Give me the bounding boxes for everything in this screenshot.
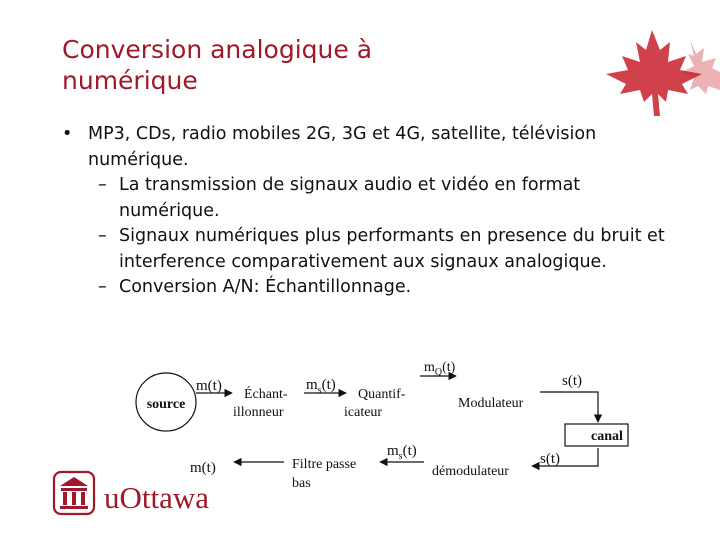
maple-leaf-icon	[590, 20, 720, 120]
ms-bottom-label: $m_s(t)$	[387, 443, 417, 462]
demodulateur-label: démodulateur	[432, 464, 509, 479]
mq-label: $m_Q(t)$	[424, 360, 456, 378]
bullet-marker: –	[98, 175, 107, 195]
arrow-mod-to-canal	[540, 392, 598, 422]
echant-label-line2: illonneur	[233, 405, 284, 420]
ms-top-label: $m_s(t)$	[306, 377, 336, 396]
echant-label-line1: Échant-	[244, 387, 288, 402]
st-bottom-label: s(t)	[540, 451, 560, 467]
uottawa-logo	[52, 468, 227, 520]
mt-bottom-label: m(t)	[190, 460, 216, 476]
arrow-canal-to-demod	[532, 448, 598, 466]
bullet-text: Conversion A/N: Échantillonnage.	[119, 277, 412, 297]
canal-box	[565, 424, 628, 446]
bullet-text: Signaux numériques plus performants en presence du bruit et interference comparativement aux signaux analogique.	[119, 226, 665, 272]
st-top-label: s(t)	[562, 373, 582, 389]
quant-label-line1: Quantif-	[358, 387, 406, 402]
uottawa-wordmark: uOttawa	[104, 480, 210, 515]
bullet-item	[62, 275, 672, 301]
bullet-item	[62, 224, 672, 275]
filtre-label-line2: bas	[292, 476, 311, 491]
uottawa-logo-graphic	[52, 468, 227, 520]
bullet-marker: –	[98, 277, 107, 297]
bullet-item	[62, 122, 672, 173]
bullet-marker: •	[62, 124, 73, 144]
source-node	[136, 373, 196, 431]
canal-label: canal	[591, 429, 623, 444]
slide-title: Conversion analogique à numérique	[62, 35, 373, 95]
bullet-list	[62, 122, 672, 301]
bullet-item	[62, 173, 672, 224]
bullet-marker: –	[98, 226, 107, 246]
quant-label-line2: icateur	[344, 405, 383, 420]
modulateur-label: Modulateur	[458, 396, 524, 411]
source-label: source	[146, 397, 186, 412]
bullet-text: MP3, CDs, radio mobiles 2G, 3G et 4G, satellite, télévision numérique.	[88, 124, 597, 170]
filtre-label-line1: Filtre passe	[292, 457, 357, 472]
mt-top-label: m(t)	[196, 378, 222, 394]
bullet-text: La transmission de signaux audio et vidéo en format numérique.	[119, 175, 581, 221]
